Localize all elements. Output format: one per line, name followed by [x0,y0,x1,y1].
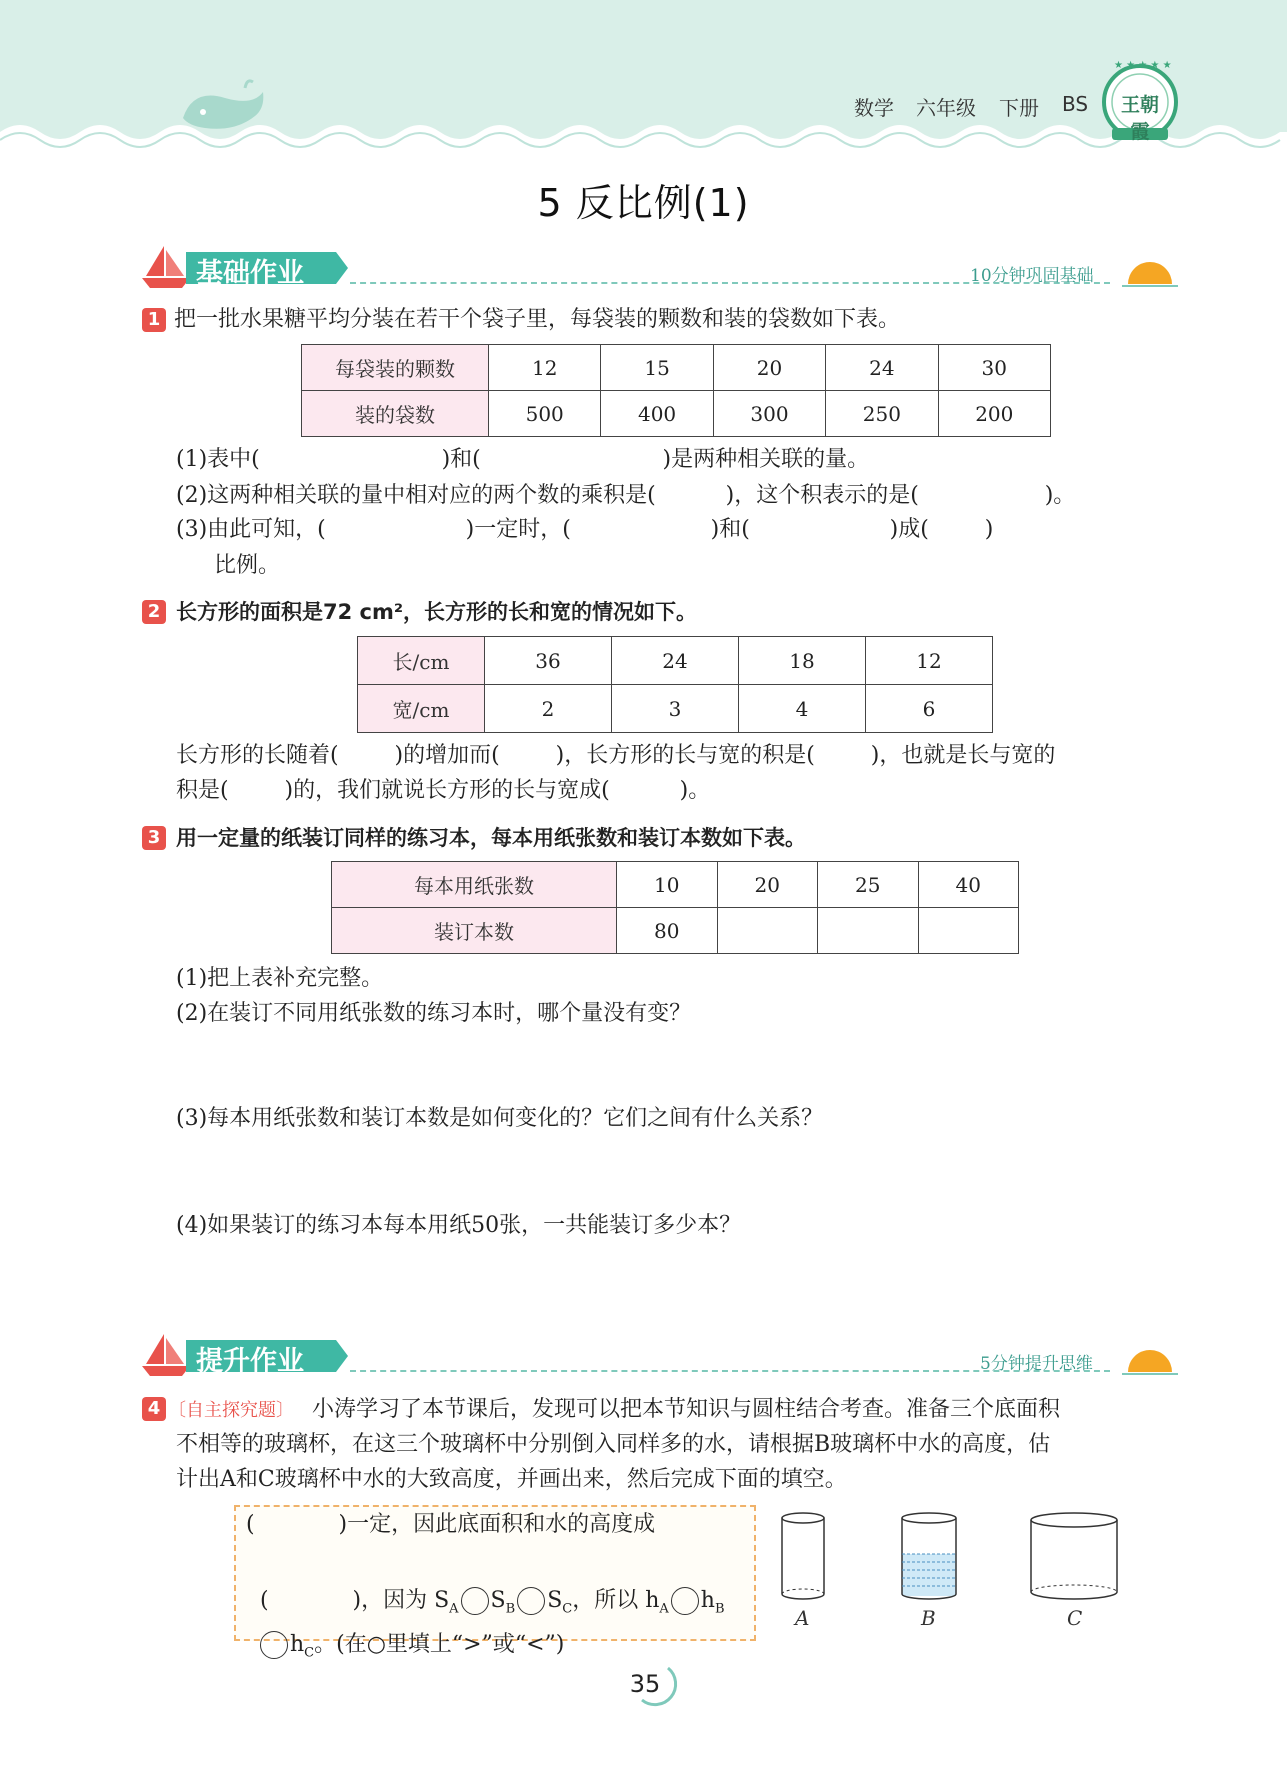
compare-circle[interactable] [260,1631,288,1659]
q2-table-cell: 6 [866,685,993,733]
q1-table-cell: 300 [713,391,825,437]
q2-text-1: 长方形的长随着( )的增加而( )，长方形的长与宽的积是( )，也就是长与宽的 [176,743,1056,768]
q2-table-cell: 18 [739,637,866,685]
cup-label-b: B [921,1606,936,1630]
q2-table-cell: 2 [485,685,612,733]
section-title-basic: 基础作业 [196,258,304,289]
q2-table-cell: 12 [866,637,993,685]
q3-table-cell: 25 [818,862,919,908]
sunrise-icon [1122,1342,1178,1378]
q2-table-cell: 4 [739,685,866,733]
question-number-1: 1 [142,308,166,332]
q2-table [357,636,993,733]
section-title-advanced: 提升作业 [196,1346,304,1377]
q1-table-cell: 24 [826,345,938,391]
subscript: B [714,1601,725,1617]
q4-box-text: S [490,1588,506,1613]
q1-table-head-1: 每袋装的颗数 [302,345,489,391]
q1-part-1: (1)表中( )和( )是两种相关联的量。 [176,447,870,472]
whale-icon [175,78,275,138]
q4-line-2: 不相等的玻璃杯，在这三个玻璃杯中分别倒入同样多的水，请根据B玻璃杯中水的高度，估 [176,1432,1051,1457]
q4-box-text: S [547,1588,563,1613]
logo-text: 王朝霞 [1120,94,1159,143]
q1-table-cell: 200 [938,391,1050,437]
subscript: C [562,1601,573,1617]
q3-table-cell: 40 [918,862,1019,908]
q4-box-text: 。(在○里填上“>”或“<”) [314,1632,565,1657]
q1-part-3: (3)由此可知，( )一定时，( )和( )成( ) [176,517,994,542]
q3-table-cell: 20 [717,862,818,908]
subscript: A [449,1601,459,1617]
q4-box-line-3 [246,1594,564,1670]
glass-cup-b [900,1512,958,1602]
q2-table-head-2: 宽/cm [358,685,485,733]
q2-table-cell: 36 [485,637,612,685]
q2-text-2: 积是( )的，我们就说长方形的长与宽成( )。 [176,778,711,803]
q1-table-cell: 15 [601,345,713,391]
q4-line-3: 计出A和C玻璃杯中水的大致高度，并画出来，然后完成下面的填空。 [176,1467,847,1492]
q3-part-1: (1)把上表补充完整。 [176,966,384,991]
q4-box-text: ( )，因为 S [260,1588,450,1613]
q2-stem: 长方形的面积是72 cm²，长方形的长和宽的情况如下。 [176,600,698,624]
q3-table-head-2: 装订本数 [332,908,617,954]
q1-table-cell: 500 [489,391,601,437]
subscript: C [304,1645,315,1661]
q4-tag: 〔自主探究题〕 [168,1400,294,1421]
cup-label-c: C [1067,1606,1083,1630]
section-tag-advanced: 5分钟提升思维 [980,1354,1093,1374]
q4-box-line-1: ( )一定，因此底面积和水的高度成 [246,1512,656,1537]
q1-table-cell: 400 [601,391,713,437]
svg-text:★ ★ ★ ★ ★: ★ ★ ★ ★ ★ [1114,60,1172,71]
q3-table-cell: 10 [617,862,718,908]
section-tag-basic: 10分钟巩固基础 [970,266,1094,286]
q2-table-cell: 24 [612,637,739,685]
sailboat-icon [140,244,192,290]
q3-table [331,861,1019,954]
glass-cup-a [780,1512,826,1602]
subject: 数学 [854,96,894,120]
q3-part-4: (4)如果装订的练习本每本用纸50张，一共能装订多少本？ [176,1213,742,1238]
q3-table-blank-cell[interactable] [818,908,919,954]
q4-box-text: h [700,1588,715,1613]
subscript: A [659,1601,669,1617]
q4-line-1: 小涛学习了本节课后，发现可以把本节知识与圆柱结合考查。准备三个底面积 [312,1397,1061,1422]
q1-part-2: (2)这两种相关联的量中相对应的两个数的乘积是( )，这个积表示的是( )。 [176,483,1076,508]
page-number: 35 [629,1670,661,1698]
question-number-4: 4 [142,1397,166,1421]
q3-part-2: (2)在装订不同用纸张数的练习本时，哪个量没有变？ [176,1001,692,1026]
q1-table-head-2: 装的袋数 [302,391,489,437]
subscript: B [505,1601,516,1617]
q3-table-blank-cell[interactable] [918,908,1019,954]
sunrise-icon [1122,254,1178,290]
question-number-3: 3 [142,826,166,850]
edition: BS [1062,92,1089,116]
q1-table [301,344,1051,437]
q3-table-cell: 80 [617,908,718,954]
grade: 六年级 [916,96,976,120]
q3-stem: 用一定量的纸装订同样的练习本，每本用纸张数和装订本数如下表。 [176,826,806,850]
q1-stem: 把一批水果糖平均分装在若干个袋子里，每袋装的颗数和装的袋数如下表。 [174,307,901,332]
q3-table-head-1: 每本用纸张数 [332,862,617,908]
volume: 下册 [999,96,1039,120]
q1-table-cell: 250 [826,391,938,437]
glass-cup-c [1028,1512,1120,1602]
q3-part-3: (3)每本用纸张数和装订本数是如何变化的？它们之间有什么关系？ [176,1106,824,1131]
sailboat-icon [140,1332,192,1378]
q1-table-cell: 20 [713,345,825,391]
q1-table-cell: 12 [489,345,601,391]
brand-logo [1100,58,1180,146]
page-title: 5 反比例(1) [537,181,750,225]
q2-table-head-1: 长/cm [358,637,485,685]
cup-label-a: A [795,1606,810,1630]
compare-circle[interactable] [671,1587,699,1615]
q1-table-cell: 30 [938,345,1050,391]
question-number-2: 2 [142,600,166,624]
q3-table-blank-cell[interactable] [717,908,818,954]
q2-table-cell: 3 [612,685,739,733]
q1-part-3-cont: 比例。 [214,553,281,578]
q4-box-text: ，所以 h [572,1588,660,1613]
q4-box-text: h [290,1632,305,1657]
